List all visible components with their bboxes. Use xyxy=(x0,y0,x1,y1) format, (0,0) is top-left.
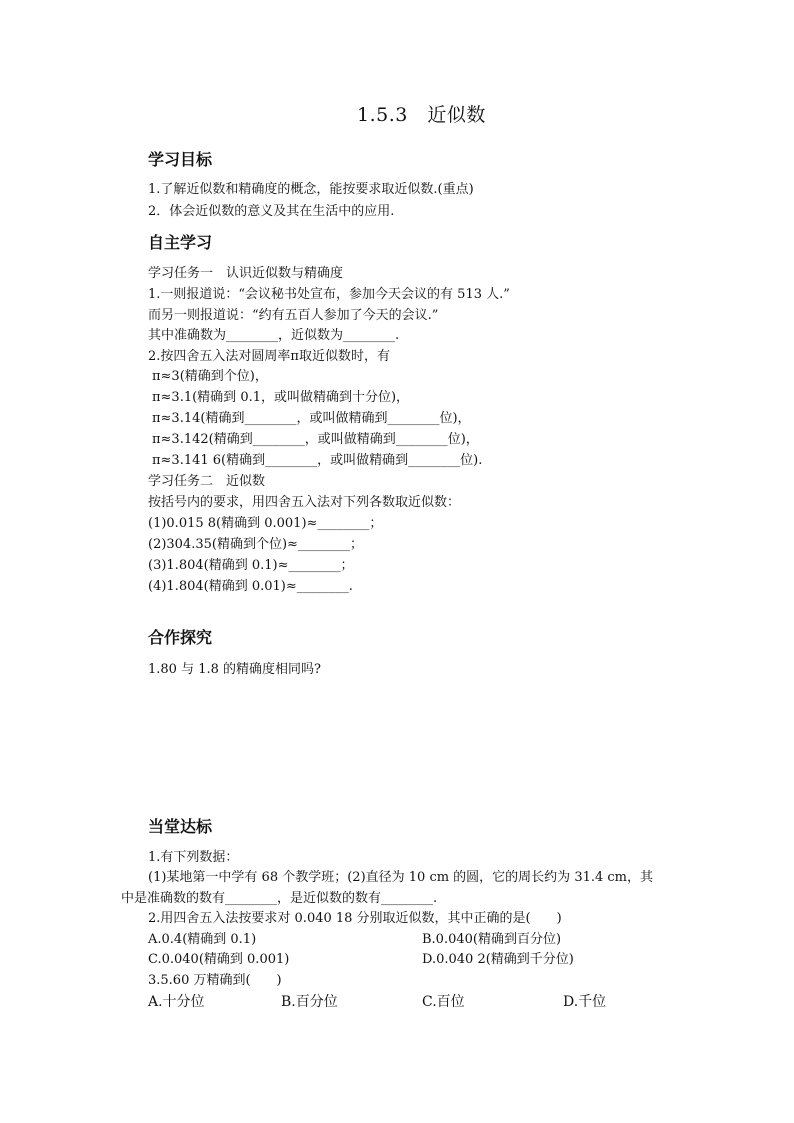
q3-option-d: D.千位 xyxy=(563,994,607,1010)
task1-line: 1.一则报道说：“会议秘书处宣布，参加今天会议的有 513 人.” xyxy=(148,287,510,302)
task1-line: π≈3.1(精确到 0.1，或叫做精确到十分位)， xyxy=(152,390,410,405)
task2-title: 学习任务二 近似数 xyxy=(148,474,266,489)
q2-option-d: D.0.040 2(精确到千分位) xyxy=(422,952,574,967)
task1-title: 学习任务一 认识近似数与精确度 xyxy=(148,266,344,281)
explore-question-1: 1.80 与 1.8 的精确度相同吗? xyxy=(148,662,321,677)
q3-option-b: B.百分位 xyxy=(281,994,338,1010)
page-title: 1.5.3 近似数 xyxy=(357,104,486,126)
task2-line: 按括号内的要求，用四舍五入法对下列各数取近似数： xyxy=(148,495,461,510)
task1-line: 而另一则报道说：“约有五百人参加了今天的会议.” xyxy=(148,308,439,323)
task1-line: 2.按四舍五入法对圆周率π取近似数时，有 xyxy=(148,349,390,364)
q3-option-a: A.十分位 xyxy=(148,994,205,1010)
goal-line-2: 2．体会近似数的意义及其在生活中的应用. xyxy=(148,204,395,219)
section-heading-explore: 合作探究 xyxy=(148,628,213,647)
task1-line: π≈3.141 6(精确到________，或叫做精确到________位). xyxy=(152,453,483,468)
section-heading-practice: 当堂达标 xyxy=(148,817,213,836)
practice-q2: 2.用四舍五入法按要求对 0.040 18 分别取近似数，其中正确的是( ) xyxy=(148,911,562,926)
q2-option-c: C.0.040(精确到 0.001) xyxy=(148,952,290,967)
task1-line: 其中准确数为________，近似数为________. xyxy=(148,328,400,343)
practice-q3: 3.5.60 万精确到( ) xyxy=(148,973,282,988)
practice-q1: 1.有下列数据： xyxy=(148,850,239,865)
task1-line: π≈3.14(精确到________，或叫做精确到________位)， xyxy=(152,411,471,426)
q2-option-b: B.0.040(精确到百分位) xyxy=(422,932,562,947)
practice-q1-body: (1)某地第一中学有 68 个教学班；(2)直径为 10 cm 的圆，它的周长约为 31.4 cm，其 xyxy=(148,870,654,885)
task1-line: π≈3.142(精确到________，或叫做精确到________位)， xyxy=(152,432,479,447)
practice-q1-body: 中是准确数的数有________，是近似数的数有________. xyxy=(121,891,438,906)
task2-line: (3)1.804(精确到 0.1)≈________； xyxy=(148,558,354,573)
task1-line: π≈3(精确到个位)， xyxy=(152,369,268,384)
task2-line: (1)0.015 8(精确到 0.001)≈________； xyxy=(148,516,383,531)
q2-option-a: A.0.4(精确到 0.1) xyxy=(148,932,257,947)
task2-line: (4)1.804(精确到 0.01)≈________. xyxy=(148,579,353,594)
goal-line-1: 1.了解近似数和精确度的概念，能按要求取近似数.(重点) xyxy=(148,182,474,197)
section-heading-goals: 学习目标 xyxy=(148,150,213,169)
task2-line: (2)304.35(精确到个位)≈________； xyxy=(148,537,363,552)
q3-option-c: C.百位 xyxy=(422,994,465,1010)
section-heading-self-study: 自主学习 xyxy=(148,233,213,252)
